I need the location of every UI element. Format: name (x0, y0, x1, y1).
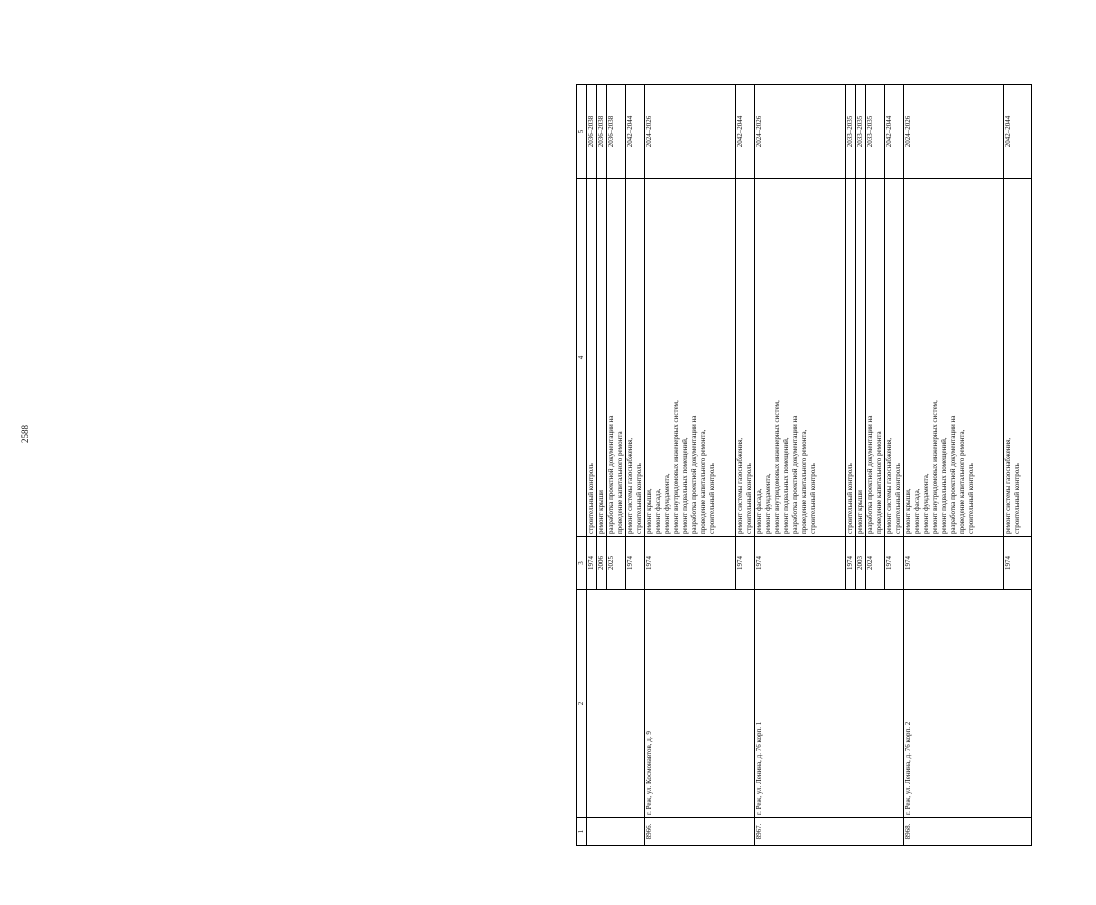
work-types: ремонт крыши, ремонт фасада, ремонт фундамента, ремонт внутридомовых инженерных систем, ремонт подвальных помещений, разработка проектной документации на проведение капитального ремонта, строительный контроль (645, 179, 736, 537)
last-repair-year: 1974 (755, 537, 846, 590)
work-types: ремонт крыши (856, 179, 866, 537)
object-number (587, 818, 645, 846)
work-types: ремонт фасада, ремонт фундамента, ремонт внутридомовых инженерных систем, ремонт подвальных помещений, разработка проектной документации на проведение капитального ремонта, строительный контроль (755, 179, 846, 537)
last-repair-year: 2024 (866, 537, 885, 590)
page-number: 2588 (20, 425, 30, 443)
planned-period: 2042–2044 (1004, 85, 1032, 179)
planned-period: 2042–2044 (626, 85, 645, 179)
object-address: г. Реж, ул. Ленина, д. 76 корп. 2 (904, 590, 1032, 818)
work-types: строительный контроль (587, 179, 597, 537)
last-repair-year: 1974 (904, 537, 1004, 590)
header-col-3: 3 (577, 537, 587, 590)
header-row (577, 85, 587, 846)
work-types: ремонт системы газоснабжения, строительный контроль (736, 179, 755, 537)
last-repair-year: 1974 (645, 537, 736, 590)
last-repair-year: 1974 (587, 537, 597, 590)
last-repair-year: 2025 (607, 537, 626, 590)
table-row (904, 85, 1004, 846)
planned-period: 2042–2044 (736, 85, 755, 179)
planned-period: 2033–2035 (866, 85, 885, 179)
planned-period: 2033–2035 (846, 85, 856, 179)
header-col-2: 2 (577, 590, 587, 818)
rotated-table-container (576, 85, 1096, 846)
last-repair-year: 1974 (1004, 537, 1032, 590)
planned-period: 2042–2044 (885, 85, 904, 179)
work-types: ремонт крыши, ремонт фасада, ремонт фундамента, ремонт внутридомовых инженерных систем, ремонт подвальных помещений, разработка проектной документации на проведение капитального ремонта, строительный контроль (904, 179, 1004, 537)
header-col-4: 4 (577, 179, 587, 537)
repair-schedule-table (576, 84, 1032, 846)
object-address: г. Реж, ул. Ленина, д. 76 корп. 1 (755, 590, 904, 818)
header-col-1: 1 (577, 818, 587, 846)
object-number: 8967. (755, 818, 904, 846)
work-types: ремонт системы газоснабжения, строительный контроль (885, 179, 904, 537)
planned-period: 2036–2038 (607, 85, 626, 179)
last-repair-year: 1974 (736, 537, 755, 590)
planned-period: 2024–2026 (645, 85, 736, 179)
work-types: разработка проектной документации на проведение капитального ремонта (866, 179, 885, 537)
last-repair-year: 1974 (885, 537, 904, 590)
planned-period: 2024–2026 (904, 85, 1004, 179)
object-number: 8968. (904, 818, 1032, 846)
table-row (645, 85, 736, 846)
last-repair-year: 2006 (597, 537, 607, 590)
work-types: разработка проектной документации на проведение капитального ремонта (607, 179, 626, 537)
object-address (587, 590, 645, 818)
header-col-5: 5 (577, 85, 587, 179)
table-row (587, 85, 597, 846)
work-types: ремонт системы газоснабжения, строительный контроль (626, 179, 645, 537)
planned-period: 2036–2038 (587, 85, 597, 179)
object-address: г. Реж, ул. Космонавтов, д. 9 (645, 590, 755, 818)
last-repair-year: 1974 (626, 537, 645, 590)
work-types: ремонт крыши (597, 179, 607, 537)
planned-period: 2024–2026 (755, 85, 846, 179)
object-number: 8966. (645, 818, 755, 846)
table-body (587, 85, 1032, 846)
work-types: строительный контроль (846, 179, 856, 537)
planned-period: 2036–2038 (597, 85, 607, 179)
planned-period: 2033–2035 (856, 85, 866, 179)
last-repair-year: 1974 (846, 537, 856, 590)
last-repair-year: 2003 (856, 537, 866, 590)
work-types: ремонт системы газоснабжения, строительный контроль (1004, 179, 1032, 537)
table-row (755, 85, 846, 846)
